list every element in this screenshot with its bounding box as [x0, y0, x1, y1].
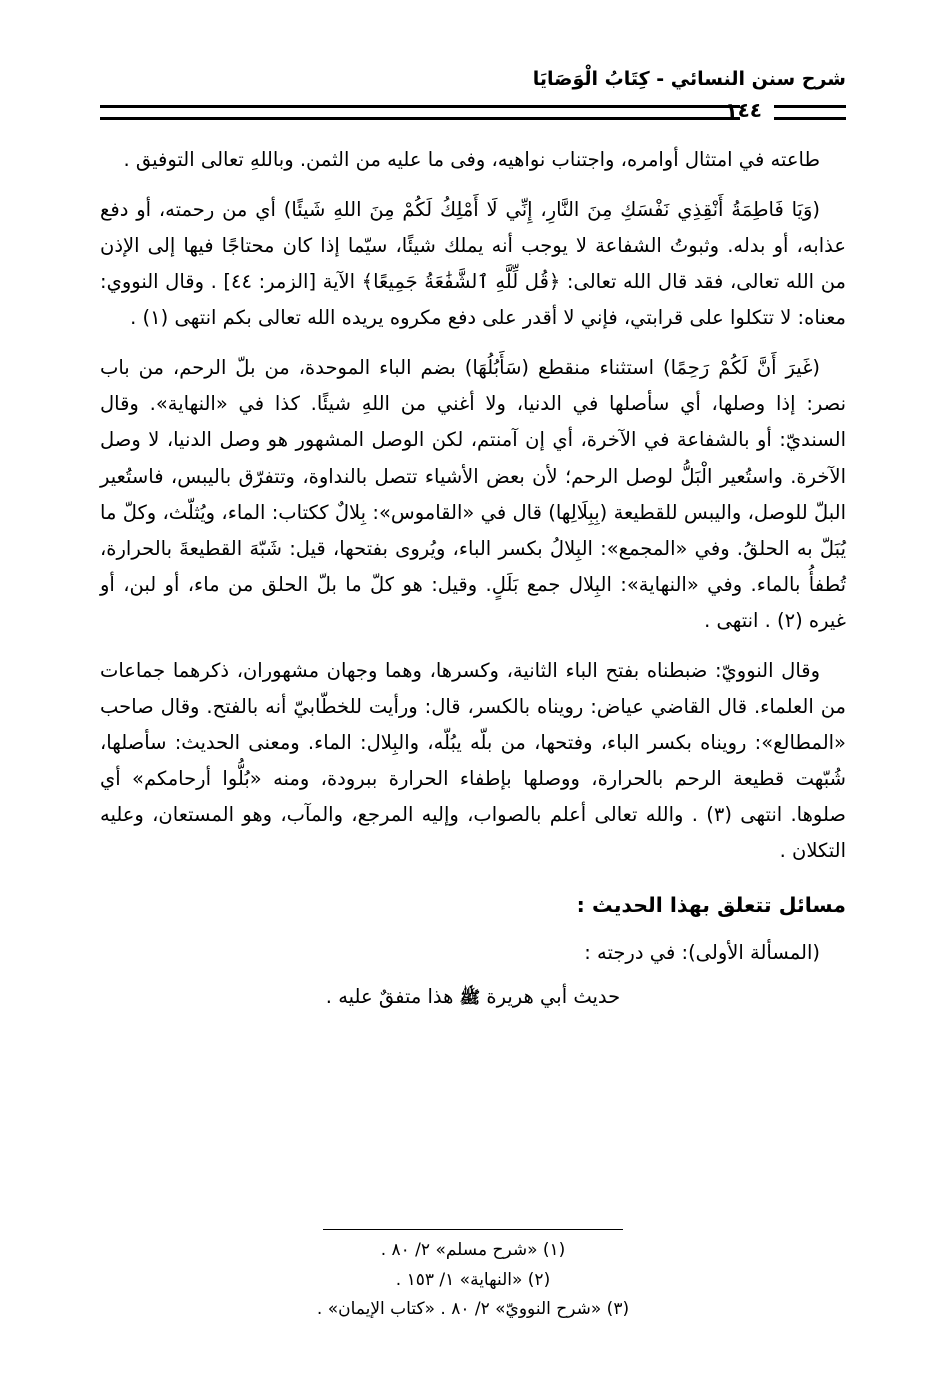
page-header [100, 60, 846, 124]
header-rule-left [100, 105, 740, 120]
hadith-grade-line [100, 979, 846, 1015]
hadith-text-before: حديث أبي هريرة [486, 985, 621, 1009]
page-content [100, 142, 846, 1015]
footnote-item: (٢) «النهاية» ١/ ١٥٣ . [395, 1269, 551, 1290]
footnote-item: (٣) «شرح النوويّ» ٢/ ٨٠ . «كتاب الإيمان» . [316, 1299, 630, 1320]
paragraph-1: طاعته في امتثال أوامره، واجتناب نواهيه، وفى ما عليه من الثمن. وباللهِ تعالى التوفيق . [123, 148, 820, 171]
book-title: شرح سنن النسائي - كِتَابُ الْوَصَايَا [532, 68, 846, 90]
issue-line: (المسألة الأولى): في درجته : [584, 941, 820, 965]
paragraph-2: (وَيَا فَاطِمَةُ أَنْقِذِي نَفْسَكِ مِنَ النَّارِ، إِنِّي لَا أَمْلِكُ لَكُمْ مِنَ اللهِ شَيئًا) أي من رحمته، أو دفع عذابه، أو بدله. وثبوتُ الشفاعة لا يوجب أنه يملك شيئًا، سيّما إذا كان محتاجًا فيها إلى الإذن من الله تعالى، فقد قال الله تعالى: ﴿قُل لِّلَّهِ ٱلشَّفَٰعَةُ جَمِيعًا﴾ الآية [الزمر: ٤٤] . وقال النووي: معناه: لا تتكلوا على قرابتي، فإني لا أقدر على دفع مكروه يريده الله تعالى بكم انتهى (١) . [100, 198, 846, 330]
paragraph-4: وقال النوويّ: ضبطناه بفتح الباء الثانية، وكسرها، وهما وجهان مشهوران، ذكرهما جماعات من العلماء. قال القاضي عياض: رويناه بالكسر، قال: ورأيت للخطّابيّ أنه بالفتح. وقال صاحب «المطالع»: رويناه بكسر الباء، وفتحها، من بلّه يبُلّه، والبِلال: الماء. ومعنى الحديث: سأصلها، شُبّهت قطيعة الرحم بالحرارة، ووصلها بإطفاء الحرارة ببرودة، ومنه «بُلُّوا أرحامكم» أي صلوها. انتهى (٣) . والله تعالى أعلم بالصواب، وإليه المرجع، والمآب، وهو المستعان، وعليه التكلان . [100, 658, 846, 863]
hadith-text-after: هذا متفقٌ عليه . [325, 985, 454, 1009]
footnote-item: (١) «شرح مسلم» ٢/ ٨٠ . [380, 1239, 566, 1260]
footnotes-section [100, 1229, 846, 1325]
footnote-separator [323, 1229, 623, 1230]
header-rule [100, 98, 846, 122]
sallallahu-icon: ﷺ [459, 988, 481, 1009]
section-heading: مسائل تتعلق بهذا الحديث : [576, 893, 846, 918]
footnote-list [100, 1236, 846, 1325]
header-rule-right [774, 105, 846, 120]
page-number: ١٤٤ [725, 98, 762, 122]
paragraph-3: (غَيرَ أَنَّ لَكُمْ رَحِمًا) استثناء منقطع (سَأَبُلُهَا) بضم الباء الموحدة، من بلّ الرحم، من باب نصر: إذا وصلها، أي سأصلها في الدنيا، ولا أغني من اللهِ شيئًا. كذا في «النهاية». وقال السنديّ: أو بالشفاعة في الآخرة، أي إن آمنتم، لكن الوصل المشهور هو وصل الدنيا، لا وصل الآخرة. واستُعير الْبَلُّ لوصل الرحم؛ لأن بعض الأشياء تتصل بالنداوة، وتتفرّق باليبس، فاستُعير البلّ للوصل، واليبس للقطيعة (بِبِلَالِها) قال في «القاموس»: بِلالٌ ككتاب: الماء، ويُثلّث، وكلّ ما يُبَلّ به الحلقُ. وفي «المجمع»: البِلالُ بكسر الباء، ويُروى بفتحها، قيل: شَبّهَ القطيعةَ بالحرارة، تُطفأُ بالماء. وفي «النهاية»: البِلال جمع بَلَلٍ. وقيل: هو كلّ ما بلّ الحلق من ماء، أو لبن، أو غيره (٢) . انتهى . [100, 356, 846, 632]
